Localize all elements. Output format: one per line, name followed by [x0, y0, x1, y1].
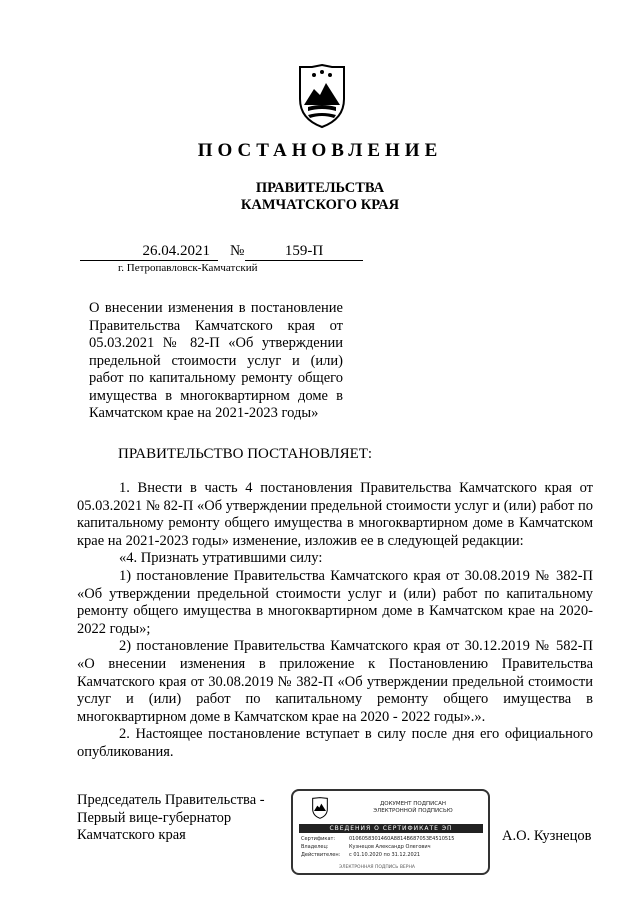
valid-value: с 01.10.2020 по 31.12.2021 [349, 852, 421, 858]
paragraph-4: 2) постановление Правительства Камчатского края от 30.12.2019 № 582-П «О внесении изменения в приложение к Постановлению Правительства Камчатского края от 30.08.2019 № 382-П «Об утверждении предельной стоимости услуг и (или) работ по капитальному ремонту общего имущества в многоквартирном доме в Камчатском крае на 2020 - 2022 годы».». [77, 638, 593, 725]
position-line-3: Камчатского края [77, 827, 186, 843]
paragraph-5: 2. Настоящее постановление вступает в силу после дня его официального опубликования. [77, 726, 593, 760]
coat-of-arms-icon [296, 63, 348, 129]
valid-label: Действителен: [301, 852, 341, 858]
document-date: 26.04.2021 [80, 242, 218, 261]
document-subject: О внесении изменения в постановление Правительства Камчатского края от 05.03.2021 № 82-П «Об утверждении предельной стоимости услуг и (или) работ по капитальному ремонту общего имущества в многоквартирном доме в Камчатском крае на 2021-2023 годы» [89, 300, 343, 421]
issuer-line-2: КАМЧАТСКОГО КРАЯ [240, 197, 400, 213]
paragraph-3: 1) постановление Правительства Камчатского края от 30.08.2019 № 382-П «Об утверждении предельной стоимости услуг и (или) работ по капитальному ремонту общего имущества в многоквартирном доме в Камчатском крае на 2020-2022 годы»; [77, 567, 593, 637]
electronic-signature-stamp [291, 789, 490, 875]
stamp-title-line-2: ЭЛЕКТРОННОЙ ПОДПИСЬЮ [373, 808, 453, 814]
stamp-title-line-1: ДОКУМЕНТ ПОДПИСАН [379, 801, 447, 807]
paragraph-2: «4. Признать утратившими силу: [119, 550, 323, 567]
stamp-crest-icon [311, 797, 329, 819]
issuer-line-1: ПРАВИТЕЛЬСТВА [255, 180, 385, 196]
document-type-title: ПОСТАНОВЛЕНИЕ [197, 140, 443, 161]
stamp-footer: ЭЛЕКТРОННАЯ ПОДПИСЬ ВЕРНА [339, 865, 415, 870]
number-sign: № [230, 243, 245, 259]
stamp-valid-row [301, 852, 420, 858]
owner-value: Кузнецов Александр Олегович [349, 844, 431, 850]
signatory-position [77, 792, 287, 845]
document-number: 159-П [245, 242, 363, 261]
body-text [77, 480, 593, 762]
position-line-2: Первый вице-губернатор [77, 809, 232, 826]
signatory-name: А.О. Кузнецов [502, 828, 592, 844]
city-line: г. Петропавловск-Камчатский [118, 262, 258, 274]
stamp-cert-row [301, 836, 454, 842]
stamp-owner-row [301, 844, 431, 850]
paragraph-1: 1. Внести в часть 4 постановления Правительства Камчатского края от 05.03.2021 № 82-П «Об утверждении предельной стоимости услуг и (или) работ по капитальному ремонту общего имущества в многоквартирном доме в Камчатском крае на 2021-2023 годы» изменение, изложив ее в следующей редакции: [77, 480, 593, 549]
cert-value: 0106058301460A8814B687053E4510515 [349, 836, 455, 842]
issuer-title [0, 180, 640, 214]
position-line-1: Председатель Правительства - [77, 792, 265, 808]
cert-label: Сертификат: [301, 836, 336, 842]
stamp-band: СВЕДЕНИЯ О СЕРТИФИКАТЕ ЭП [299, 824, 483, 833]
owner-label: Владелец: [301, 844, 329, 850]
stamp-title [343, 801, 483, 815]
decree-line: ПРАВИТЕЛЬСТВО ПОСТАНОВЛЯЕТ: [118, 446, 373, 462]
